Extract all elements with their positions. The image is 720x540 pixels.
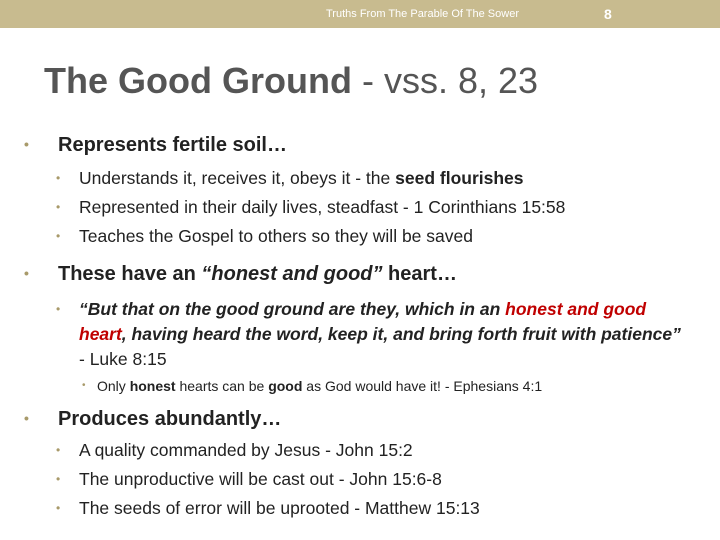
bullet-produces-abundantly: • Produces abundantly… xyxy=(24,406,704,432)
presentation-title: Truths From The Parable Of The Sower xyxy=(326,8,519,20)
bullet-dot-icon: • xyxy=(56,472,61,486)
slide-title-main: The Good Ground xyxy=(44,60,352,101)
sub-bullet-luke-quote: • “But that on the good ground are they, which in an honest and good heart, having heard the word, keep it, and bring forth fruit with patience” - Luke 8:15 xyxy=(56,299,681,369)
bullet-represents-fertile-soil: • Represents fertile soil… xyxy=(24,132,704,158)
bullet-dot-icon: • xyxy=(56,171,61,185)
bullet-dot-icon: • xyxy=(56,229,61,243)
bullet-dot-icon: • xyxy=(56,302,61,316)
slide-title-rest: - vss. 8, 23 xyxy=(351,60,539,101)
sub-bullet-matthew-15-13: • The seeds of error will be uprooted - Matthew 15:13 xyxy=(24,494,704,523)
header-bar xyxy=(0,0,720,28)
sub-bullet-understands: • Understands it, receives it, obeys it - the seed flourishes xyxy=(24,164,704,193)
bullet-dot-icon: • xyxy=(56,501,61,515)
bullet-dot-icon: • xyxy=(24,136,29,152)
slide-content xyxy=(24,132,704,523)
sub-sub-bullet-ephesians: • Only honest hearts can be good as God would have it! - Ephesians 4:1 xyxy=(82,378,543,394)
slide-title xyxy=(44,60,538,102)
sub-bullet-john-15-6-8: • The unproductive will be cast out - John 15:6-8 xyxy=(24,465,704,494)
bullet-honest-good-heart: • These have an “honest and good” heart… xyxy=(24,261,704,287)
bullet-dot-icon: • xyxy=(24,265,29,281)
sub-bullet-teaches: • Teaches the Gospel to others so they will be saved xyxy=(24,222,704,251)
bullet-dot-icon: • xyxy=(24,410,29,426)
bullet-dot-icon: • xyxy=(82,380,86,391)
sub-bullet-represented: • Represented in their daily lives, steadfast - 1 Corinthians 15:58 xyxy=(24,193,704,222)
page-number: 8 xyxy=(604,6,612,22)
bullet-dot-icon: • xyxy=(56,443,61,457)
sub-bullet-john-15-2: • A quality commanded by Jesus - John 15:2 xyxy=(24,436,704,465)
bullet-dot-icon: • xyxy=(56,200,61,214)
